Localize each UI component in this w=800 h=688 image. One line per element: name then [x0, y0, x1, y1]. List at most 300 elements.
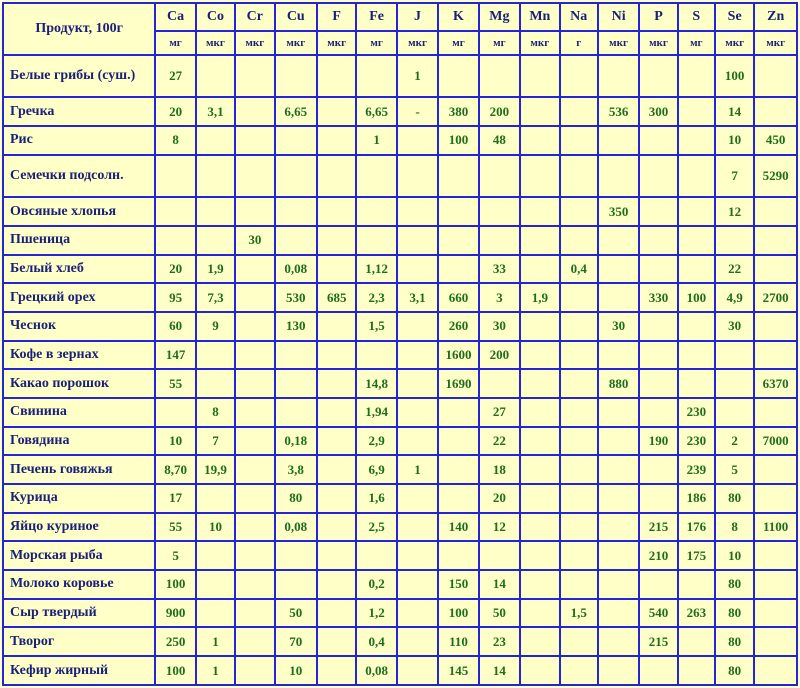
value-cell-ca	[155, 398, 195, 427]
value-cell-co	[196, 341, 235, 370]
value-cell-s	[678, 97, 715, 126]
value-cell-na	[560, 513, 598, 542]
value-cell-ni	[598, 155, 639, 197]
value-cell-na	[560, 283, 598, 312]
value-cell-s	[678, 155, 715, 197]
value-cell-zn	[754, 455, 797, 484]
value-cell-se	[715, 341, 754, 370]
value-cell-k	[438, 541, 478, 570]
product-name-cell: Грецкий орех	[3, 283, 155, 312]
value-cell-fe	[356, 541, 396, 570]
value-cell-j	[397, 369, 438, 398]
unit-header-mn: мкг	[520, 31, 559, 55]
value-cell-mn	[520, 369, 559, 398]
table-row	[3, 656, 797, 685]
value-cell-cr	[235, 484, 274, 513]
value-cell-zn: 1100	[754, 513, 797, 542]
table-row	[3, 197, 797, 226]
unit-header-ni: мкг	[598, 31, 639, 55]
value-cell-f	[317, 541, 356, 570]
value-cell-cu: 10	[275, 656, 317, 685]
value-cell-mg	[479, 155, 520, 197]
table-row	[3, 570, 797, 599]
value-cell-f	[317, 341, 356, 370]
product-name-cell: Чеснок	[3, 312, 155, 341]
value-cell-k: 380	[438, 97, 478, 126]
value-cell-p: 330	[639, 283, 677, 312]
value-cell-na	[560, 484, 598, 513]
value-cell-fe: 1	[356, 126, 396, 155]
value-cell-s: 186	[678, 484, 715, 513]
value-cell-p	[639, 570, 677, 599]
value-cell-co: 7,3	[196, 283, 235, 312]
value-cell-mg: 50	[479, 599, 520, 628]
value-cell-mg: 20	[479, 484, 520, 513]
value-cell-k	[438, 255, 478, 284]
product-name-cell: Гречка	[3, 97, 155, 126]
value-cell-p: 300	[639, 97, 677, 126]
table-row	[3, 97, 797, 126]
value-cell-k	[438, 484, 478, 513]
value-cell-co: 1	[196, 627, 235, 656]
table-row	[3, 283, 797, 312]
value-cell-se	[715, 226, 754, 255]
value-cell-na	[560, 369, 598, 398]
value-cell-ca: 147	[155, 341, 195, 370]
value-cell-mn	[520, 255, 559, 284]
value-cell-f	[317, 255, 356, 284]
value-cell-zn: 450	[754, 126, 797, 155]
value-cell-ni	[598, 341, 639, 370]
value-cell-cu: 6,65	[275, 97, 317, 126]
value-cell-f	[317, 155, 356, 197]
value-cell-f	[317, 398, 356, 427]
value-cell-zn	[754, 570, 797, 599]
value-cell-fe: 0,4	[356, 627, 396, 656]
value-cell-p: 190	[639, 427, 677, 456]
value-cell-mg: 200	[479, 97, 520, 126]
value-cell-na	[560, 341, 598, 370]
value-cell-f	[317, 513, 356, 542]
unit-header-s: мг	[678, 31, 715, 55]
value-cell-cr	[235, 283, 274, 312]
value-cell-na	[560, 55, 598, 97]
value-cell-ni: 536	[598, 97, 639, 126]
unit-header-f: мкг	[317, 31, 356, 55]
value-cell-cu	[275, 226, 317, 255]
value-cell-ni	[598, 427, 639, 456]
element-header-mn: Mn	[520, 3, 559, 31]
value-cell-ca: 900	[155, 599, 195, 628]
value-cell-j	[397, 513, 438, 542]
value-cell-mg: 22	[479, 427, 520, 456]
value-cell-k: 140	[438, 513, 478, 542]
value-cell-na	[560, 627, 598, 656]
value-cell-co: 1	[196, 656, 235, 685]
value-cell-co: 19,9	[196, 455, 235, 484]
value-cell-s: 100	[678, 283, 715, 312]
product-name-cell: Рис	[3, 126, 155, 155]
value-cell-k	[438, 398, 478, 427]
value-cell-mn	[520, 656, 559, 685]
value-cell-se: 30	[715, 312, 754, 341]
value-cell-k	[438, 197, 478, 226]
value-cell-fe	[356, 55, 396, 97]
value-cell-j	[397, 312, 438, 341]
element-header-co: Co	[196, 3, 235, 31]
value-cell-cu: 0,18	[275, 427, 317, 456]
value-cell-s	[678, 226, 715, 255]
unit-header-co: мкг	[196, 31, 235, 55]
value-cell-na	[560, 656, 598, 685]
value-cell-se: 12	[715, 197, 754, 226]
value-cell-ni: 350	[598, 197, 639, 226]
value-cell-cu: 3,8	[275, 455, 317, 484]
value-cell-cu: 50	[275, 599, 317, 628]
value-cell-mn	[520, 455, 559, 484]
value-cell-ca: 250	[155, 627, 195, 656]
element-header-zn: Zn	[754, 3, 797, 31]
value-cell-k	[438, 155, 478, 197]
value-cell-cu	[275, 398, 317, 427]
value-cell-s	[678, 126, 715, 155]
value-cell-s	[678, 570, 715, 599]
value-cell-na	[560, 197, 598, 226]
value-cell-j	[397, 398, 438, 427]
value-cell-ca: 8	[155, 126, 195, 155]
value-cell-mn	[520, 126, 559, 155]
table-row	[3, 398, 797, 427]
value-cell-co	[196, 541, 235, 570]
value-cell-ni: 30	[598, 312, 639, 341]
value-cell-fe	[356, 155, 396, 197]
value-cell-na	[560, 126, 598, 155]
value-cell-na	[560, 570, 598, 599]
value-cell-co	[196, 226, 235, 255]
product-name-cell: Какао порошок	[3, 369, 155, 398]
value-cell-ca: 20	[155, 255, 195, 284]
value-cell-f	[317, 55, 356, 97]
value-cell-mn	[520, 541, 559, 570]
value-cell-ni	[598, 398, 639, 427]
value-cell-s	[678, 255, 715, 284]
table-row	[3, 126, 797, 155]
value-cell-cr	[235, 369, 274, 398]
value-cell-p: 210	[639, 541, 677, 570]
value-cell-co	[196, 126, 235, 155]
value-cell-cr	[235, 513, 274, 542]
value-cell-ni	[598, 283, 639, 312]
value-cell-fe: 6,65	[356, 97, 396, 126]
product-column-header: Продукт, 100г	[3, 3, 155, 55]
value-cell-cu	[275, 369, 317, 398]
value-cell-s	[678, 197, 715, 226]
value-cell-co	[196, 155, 235, 197]
value-cell-s	[678, 656, 715, 685]
value-cell-ni	[598, 255, 639, 284]
value-cell-k	[438, 455, 478, 484]
value-cell-k: 100	[438, 126, 478, 155]
value-cell-mg: 14	[479, 656, 520, 685]
value-cell-co: 10	[196, 513, 235, 542]
unit-header-k: мг	[438, 31, 478, 55]
value-cell-se: 5	[715, 455, 754, 484]
value-cell-ni: 880	[598, 369, 639, 398]
value-cell-cr	[235, 541, 274, 570]
value-cell-se: 80	[715, 656, 754, 685]
value-cell-fe	[356, 226, 396, 255]
value-cell-mg: 33	[479, 255, 520, 284]
value-cell-s	[678, 369, 715, 398]
value-cell-k: 1690	[438, 369, 478, 398]
element-header-cr: Cr	[235, 3, 274, 31]
product-name-cell: Морская рыба	[3, 541, 155, 570]
value-cell-k	[438, 55, 478, 97]
value-cell-na	[560, 97, 598, 126]
value-cell-f	[317, 599, 356, 628]
header-row-elements	[3, 3, 797, 31]
value-cell-fe	[356, 197, 396, 226]
value-cell-co	[196, 570, 235, 599]
table-row	[3, 255, 797, 284]
value-cell-mg	[479, 197, 520, 226]
value-cell-cr	[235, 341, 274, 370]
value-cell-f	[317, 484, 356, 513]
value-cell-cr	[235, 197, 274, 226]
element-header-k: K	[438, 3, 478, 31]
value-cell-co	[196, 369, 235, 398]
value-cell-p	[639, 341, 677, 370]
value-cell-p: 540	[639, 599, 677, 628]
value-cell-p	[639, 126, 677, 155]
value-cell-f	[317, 656, 356, 685]
value-cell-cu	[275, 341, 317, 370]
value-cell-cr	[235, 398, 274, 427]
element-header-se: Se	[715, 3, 754, 31]
value-cell-ni	[598, 455, 639, 484]
value-cell-f	[317, 627, 356, 656]
element-header-fe: Fe	[356, 3, 396, 31]
product-name-cell: Печень говяжья	[3, 455, 155, 484]
value-cell-cr	[235, 656, 274, 685]
value-cell-fe: 0,08	[356, 656, 396, 685]
value-cell-zn	[754, 599, 797, 628]
value-cell-mg: 18	[479, 455, 520, 484]
value-cell-p: 215	[639, 513, 677, 542]
value-cell-zn: 5290	[754, 155, 797, 197]
value-cell-f	[317, 455, 356, 484]
value-cell-f	[317, 312, 356, 341]
value-cell-cu: 530	[275, 283, 317, 312]
element-header-s: S	[678, 3, 715, 31]
value-cell-cr	[235, 55, 274, 97]
value-cell-na	[560, 312, 598, 341]
value-cell-na: 0,4	[560, 255, 598, 284]
value-cell-co	[196, 484, 235, 513]
element-header-j: J	[397, 3, 438, 31]
value-cell-p	[639, 255, 677, 284]
value-cell-j	[397, 484, 438, 513]
value-cell-mg: 23	[479, 627, 520, 656]
value-cell-zn	[754, 341, 797, 370]
value-cell-ca: 55	[155, 369, 195, 398]
value-cell-ni	[598, 570, 639, 599]
value-cell-ca	[155, 226, 195, 255]
value-cell-j	[397, 427, 438, 456]
value-cell-cu	[275, 155, 317, 197]
value-cell-co: 1,9	[196, 255, 235, 284]
value-cell-mn	[520, 427, 559, 456]
value-cell-ca: 10	[155, 427, 195, 456]
value-cell-se: 80	[715, 627, 754, 656]
table-row	[3, 513, 797, 542]
value-cell-mg: 30	[479, 312, 520, 341]
value-cell-j	[397, 656, 438, 685]
value-cell-fe: 1,12	[356, 255, 396, 284]
value-cell-zn	[754, 226, 797, 255]
value-cell-s: 175	[678, 541, 715, 570]
value-cell-mg	[479, 369, 520, 398]
value-cell-p	[639, 398, 677, 427]
value-cell-s: 230	[678, 427, 715, 456]
value-cell-mn	[520, 484, 559, 513]
value-cell-cr	[235, 255, 274, 284]
table-row	[3, 369, 797, 398]
value-cell-cr	[235, 455, 274, 484]
value-cell-se: 80	[715, 570, 754, 599]
product-name-cell: Овсяные хлопья	[3, 197, 155, 226]
value-cell-cu: 130	[275, 312, 317, 341]
value-cell-j: 1	[397, 55, 438, 97]
value-cell-mn: 1,9	[520, 283, 559, 312]
value-cell-j	[397, 126, 438, 155]
value-cell-mn	[520, 627, 559, 656]
value-cell-fe: 0,2	[356, 570, 396, 599]
value-cell-ca: 60	[155, 312, 195, 341]
value-cell-mn	[520, 570, 559, 599]
value-cell-p	[639, 55, 677, 97]
value-cell-fe: 2,5	[356, 513, 396, 542]
value-cell-j	[397, 155, 438, 197]
value-cell-s	[678, 312, 715, 341]
value-cell-cr	[235, 312, 274, 341]
value-cell-mg	[479, 226, 520, 255]
value-cell-ni	[598, 484, 639, 513]
value-cell-se: 7	[715, 155, 754, 197]
value-cell-f	[317, 427, 356, 456]
value-cell-f	[317, 369, 356, 398]
value-cell-j	[397, 255, 438, 284]
value-cell-na: 1,5	[560, 599, 598, 628]
value-cell-cr	[235, 627, 274, 656]
value-cell-ca: 8,70	[155, 455, 195, 484]
element-header-p: P	[639, 3, 677, 31]
product-name-cell: Молоко коровье	[3, 570, 155, 599]
value-cell-j	[397, 541, 438, 570]
table-row	[3, 627, 797, 656]
value-cell-na	[560, 455, 598, 484]
value-cell-f	[317, 197, 356, 226]
value-cell-fe: 1,2	[356, 599, 396, 628]
value-cell-f	[317, 570, 356, 599]
value-cell-cu: 0,08	[275, 513, 317, 542]
element-header-ni: Ni	[598, 3, 639, 31]
value-cell-cr	[235, 97, 274, 126]
value-cell-j	[397, 570, 438, 599]
table-row	[3, 155, 797, 197]
value-cell-cu	[275, 126, 317, 155]
value-cell-s: 230	[678, 398, 715, 427]
value-cell-p	[639, 656, 677, 685]
value-cell-mn	[520, 341, 559, 370]
value-cell-cr	[235, 155, 274, 197]
product-name-cell: Курица	[3, 484, 155, 513]
value-cell-f: 685	[317, 283, 356, 312]
value-cell-p	[639, 484, 677, 513]
unit-header-cr: мкг	[235, 31, 274, 55]
value-cell-se: 10	[715, 126, 754, 155]
value-cell-s: 176	[678, 513, 715, 542]
value-cell-j	[397, 197, 438, 226]
value-cell-ca: 95	[155, 283, 195, 312]
product-name-cell: Кофе в зернах	[3, 341, 155, 370]
table-row	[3, 599, 797, 628]
table-row	[3, 341, 797, 370]
element-header-mg: Mg	[479, 3, 520, 31]
value-cell-co: 7	[196, 427, 235, 456]
value-cell-ni	[598, 656, 639, 685]
value-cell-p	[639, 455, 677, 484]
value-cell-cu	[275, 570, 317, 599]
product-name-cell: Белый хлеб	[3, 255, 155, 284]
value-cell-j	[397, 627, 438, 656]
value-cell-fe	[356, 341, 396, 370]
value-cell-p	[639, 197, 677, 226]
value-cell-se: 100	[715, 55, 754, 97]
value-cell-mn	[520, 97, 559, 126]
value-cell-ni	[598, 599, 639, 628]
value-cell-k: 100	[438, 599, 478, 628]
element-header-cu: Cu	[275, 3, 317, 31]
product-name-cell: Семечки подсолн.	[3, 155, 155, 197]
value-cell-zn: 6370	[754, 369, 797, 398]
value-cell-se: 22	[715, 255, 754, 284]
value-cell-co: 3,1	[196, 97, 235, 126]
value-cell-cu: 80	[275, 484, 317, 513]
value-cell-j: -	[397, 97, 438, 126]
value-cell-ca	[155, 155, 195, 197]
value-cell-k: 660	[438, 283, 478, 312]
value-cell-ca: 17	[155, 484, 195, 513]
value-cell-se: 80	[715, 484, 754, 513]
value-cell-s	[678, 341, 715, 370]
value-cell-ni	[598, 513, 639, 542]
value-cell-k	[438, 226, 478, 255]
unit-header-fe: мг	[356, 31, 396, 55]
value-cell-ca: 5	[155, 541, 195, 570]
value-cell-cu	[275, 541, 317, 570]
value-cell-ca: 100	[155, 570, 195, 599]
value-cell-zn	[754, 627, 797, 656]
table-row	[3, 427, 797, 456]
value-cell-j: 1	[397, 455, 438, 484]
value-cell-j: 3,1	[397, 283, 438, 312]
product-name-cell: Белые грибы (суш.)	[3, 55, 155, 97]
value-cell-zn	[754, 484, 797, 513]
value-cell-se	[715, 369, 754, 398]
value-cell-mg: 12	[479, 513, 520, 542]
value-cell-fe: 6,9	[356, 455, 396, 484]
